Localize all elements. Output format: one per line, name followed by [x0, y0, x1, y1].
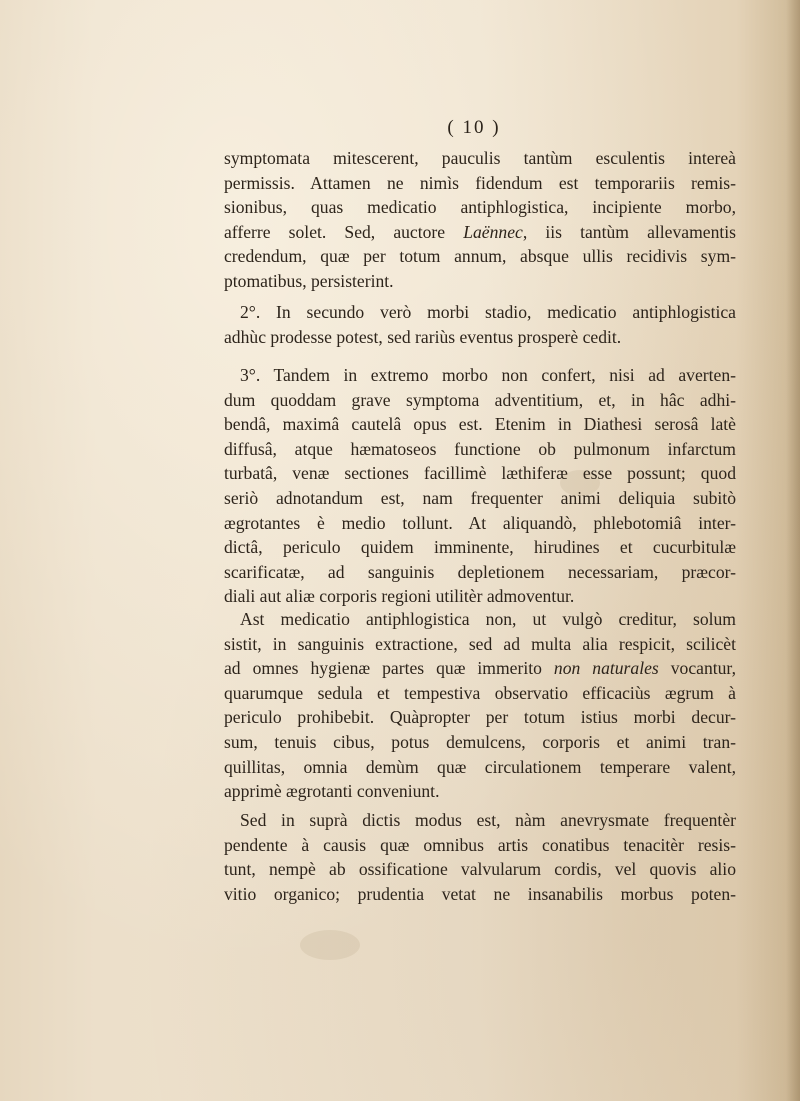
text-line: 3°. Tandem in extremo morbo non confert, nisi ad averten- — [240, 365, 736, 385]
paragraph-3 — [224, 363, 736, 609]
text-line: quarumque sedula et tempestiva observatio efficaciùs ægrum à — [224, 682, 736, 703]
text-line: permissis. Attamen ne nimìs fidendum est temporariis remis- — [224, 172, 736, 193]
text-line: tunt, nempè ab ossificatione valvularum cordis, vel quovis alio — [224, 859, 736, 880]
paragraph-1 — [224, 146, 736, 294]
text-line: credendum, quæ per totum annum, absque ullis recidivis sym- — [224, 246, 736, 267]
text-line: ptomatibus, persisterint. — [224, 270, 394, 291]
text-line: adhùc prodesse potest, sed rariùs eventus prosperè cedit. — [224, 326, 622, 347]
text-line: periculo prohibebit. Quàpropter per totum istius morbi decur- — [224, 707, 736, 728]
paragraph-5 — [224, 808, 736, 906]
paper-stain — [300, 930, 360, 960]
text-line: symptomata mitescerent, pauculis tantùm esculentis intereà — [224, 148, 736, 168]
text-line: 2°. In secundo verò morbi stadio, medicatio antiphlogistica — [240, 302, 736, 322]
text-line-start: ad omnes hygienæ partes quæ immerito — [224, 658, 554, 679]
text-line: sistit, in sanguinis extractione, sed ad multa alia respicit, scilicèt — [224, 633, 736, 654]
text-line-end: vocantur, — [658, 658, 736, 679]
text-line: Ast medicatio antiphlogistica non, ut vulgò creditur, solum — [240, 609, 736, 629]
text-line: diffusâ, atque hæmatoseos functione ob pulmonum infarctum — [224, 438, 736, 459]
text-line: sum, tenuis cibus, potus demulcens, corporis et animi tran- — [224, 731, 736, 752]
text-line: dum quoddam grave symptoma adventitium, et, in hâc adhi- — [224, 389, 736, 410]
text-line: turbatâ, venæ sectiones facillimè læthiferæ esse possunt; quod — [224, 463, 736, 484]
text-line: vitio organico; prudentia vetat ne insanabilis morbus poten- — [224, 883, 736, 904]
paragraph-4 — [224, 607, 736, 804]
text-line: scarificatæ, ad sanguinis depletionem necessariam, præcor- — [224, 561, 736, 582]
text-line-end: , iis tantùm allevamentis — [522, 221, 736, 242]
text-line: sionibus, quas medicatio antiphlogistica, incipiente morbo, — [224, 197, 736, 218]
text-line: diali aut aliæ corporis regioni utilitèr admoventur. — [224, 586, 575, 607]
page-edge-shadow — [786, 0, 800, 1101]
italic-name: Laënnec — [463, 221, 523, 242]
text-line: Sed in suprà dictis modus est, nàm anevrysmate frequentèr — [240, 810, 736, 830]
text-line — [224, 220, 736, 245]
text-line: quillitas, omnia demùm quæ circulationem temperare valent, — [224, 756, 736, 777]
text-line: seriò adnotandum est, nam frequenter animi deliquia subitò — [224, 487, 736, 508]
text-line: bendâ, maximâ cautelâ opus est. Etenim in Diathesi serosâ latè — [224, 414, 736, 435]
text-line: pendente à causis quæ omnibus artis conatibus tenacitèr resis- — [224, 834, 736, 855]
text-line — [224, 656, 736, 681]
text-line: apprimè ægrotanti conveniunt. — [224, 781, 440, 802]
text-line: dictâ, periculo quidem imminente, hirudines et cucurbitulæ — [224, 537, 736, 558]
text-line-start: afferre solet. Sed, auctore — [224, 221, 464, 242]
paragraph-2 — [224, 300, 736, 349]
text-line: ægrotantes è medio tollunt. At aliquandò, phlebotomiâ inter- — [224, 512, 736, 533]
page-number: ( 10 ) — [447, 117, 501, 138]
italic-phrase: non naturales — [553, 658, 659, 679]
